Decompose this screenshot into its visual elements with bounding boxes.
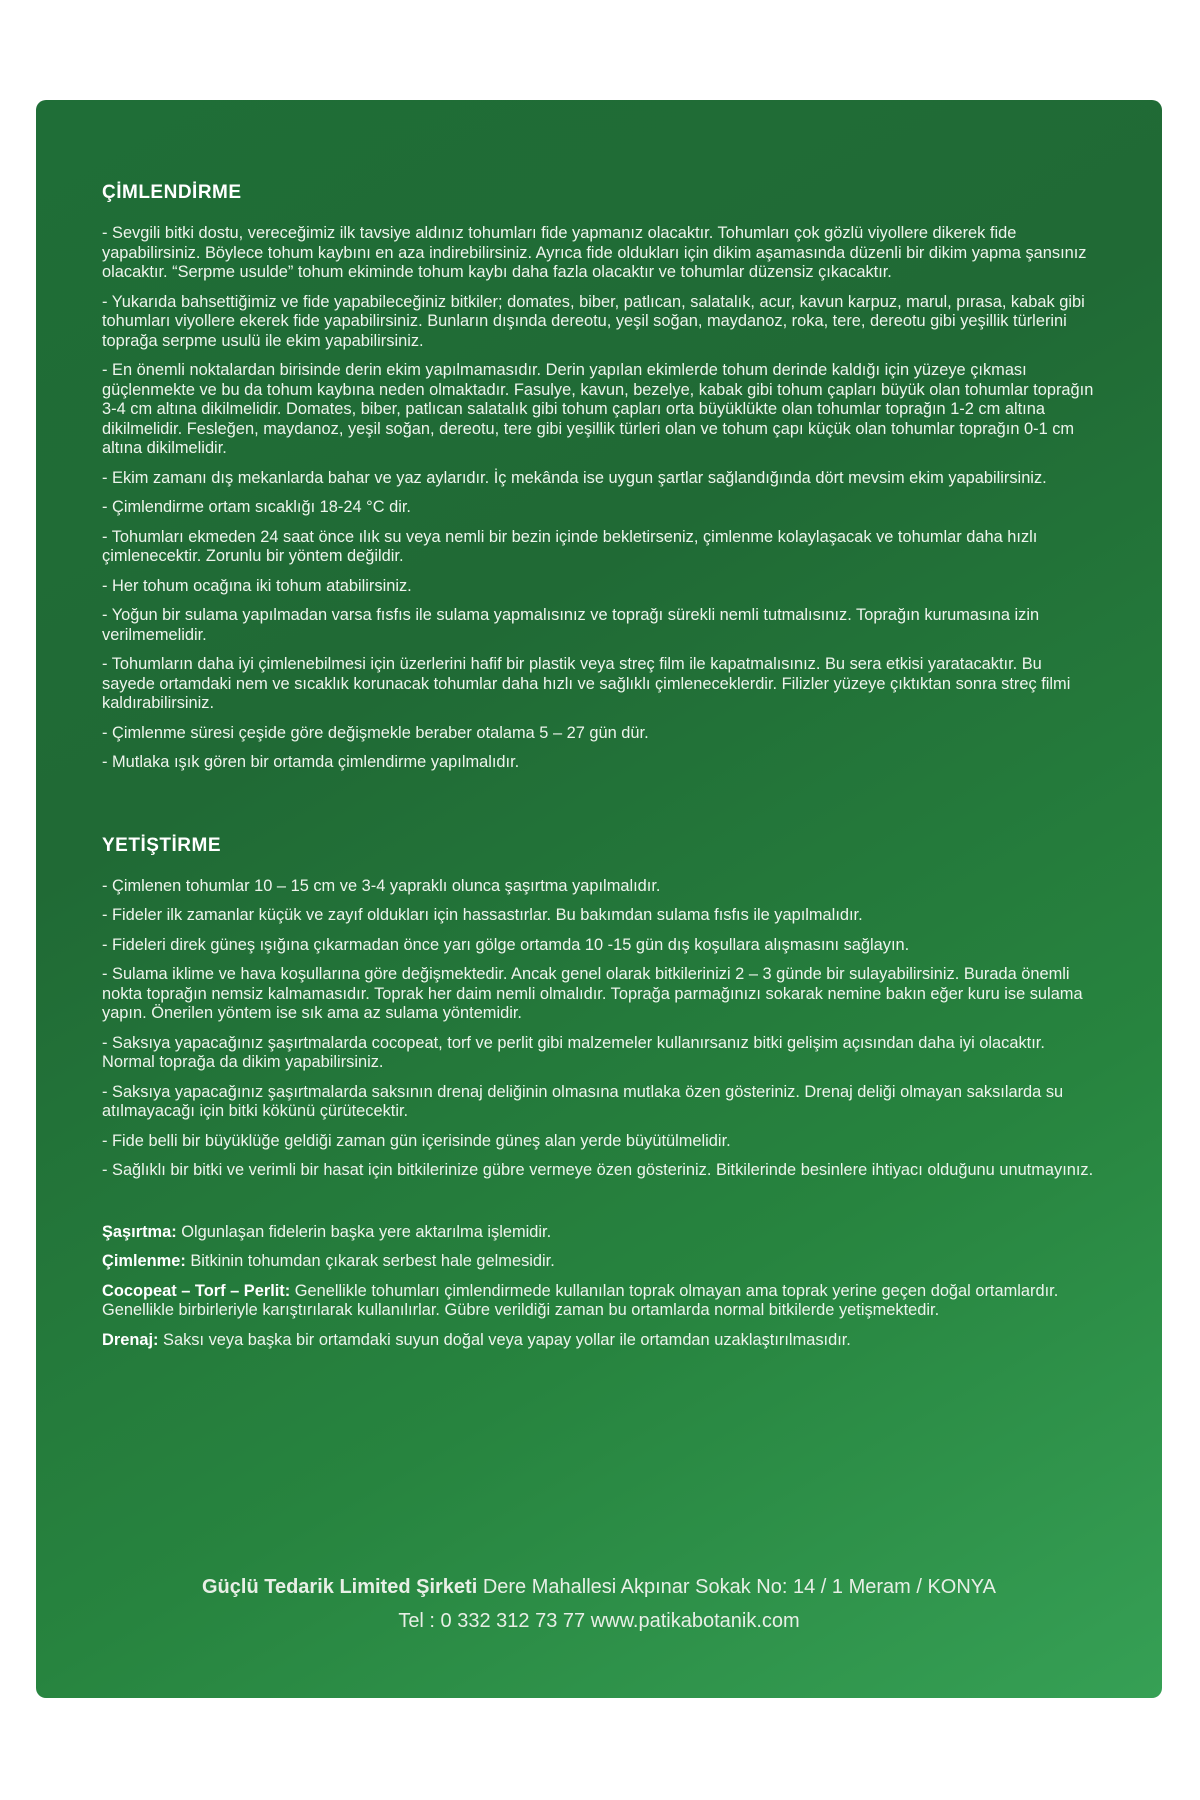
paragraph: - Yukarıda bahsettiğimiz ve fide yapabileceğiniz bitkiler; domates, biber, patlıcan, salatalık, acur, kavun karpuz, marul, pırasa, kabak gibi tohumları viyollere ekerek fide yapabilirsiniz. Bunların dışında dereotu, yeşil soğan, maydanoz, roka, tere, dereotu gibi yeşillik türlerini toprağa serpme usulü ile ekim yapabilirsiniz. [102,292,1085,350]
paragraph: - Fideleri direk güneş ışığına çıkarmadan önce yarı gölge ortamda 10 -15 gün dış koşullara alışmasını sağlayın. [102,935,910,954]
paragraph: - Ekim zamanı dış mekanlarda bahar ve yaz aylarıdır. İç mekânda ise uygun şartlar sağlandığında dört mevsim ekim yapabilirsiniz. [102,468,1047,487]
paragraph: - Fide belli bir büyüklüğe geldiği zaman gün içerisinde güneş alan yerde büyütülmelidir. [102,1131,731,1150]
glossary-term: Şaşırtma: [102,1222,177,1241]
section-title: ÇİMLENDİRME [102,182,242,203]
paragraph: - Saksıya yapacağınız şaşırtmalarda saksının drenaj deliğinin olmasına mutlaka özen gösteriniz. Drenaj deliği olmayan saksılarda su atılmayacağı için bitki kökünü çürütecektir. [102,1082,1064,1120]
glossary-definition: Olgunlaşan fidelerin başka yere aktarılma işlemidir. [176,1222,552,1241]
paragraph: - Fideler ilk zamanlar küçük ve zayıf oldukları için hassastırlar. Bu bakımdan sulama fısfıs ile yapılmalıdır. [102,906,863,924]
glossary-term: Çimlenme: [102,1252,186,1270]
glossary-item [102,1252,1096,1272]
paragraph: - Tohumların daha iyi çimlenebilmesi için üzerlerini hafif bir plastik veya streç film ile kapatmalısınız. Bu sera etkisi yaratacaktır. Bu sayede ortamdaki nem ve sıcaklık korunacak tohumlar daha hızlı ve sağlıklı çimleneceklerdir. Filizler yüzeye çıktıktan sonra streç filmi kaldırabilirsiniz. [102,655,1071,712]
paragraph: - Mutlaka ışık gören bir ortamda çimlendirme yapılmalıdır. [102,753,520,771]
paragraph: - Sulama iklime ve hava koşullarına göre değişmektedir. Ancak genel olarak bitkilerinizi 2 – 3 günde bir sulayabilirsiniz. Burada önemli nokta toprağın nemsiz kalmamasıdır. Toprak her daim nemli olmalıdır. Toprağa parmağınızı sokarak nemine bakın eğer kuru ise sulama yapın. Önerilen yöntem ise sık ama az sulama yöntemidir. [102,965,1083,1022]
glossary-definition: Bitkinin tohumdan çıkarak serbest hale gelmesidir. [185,1252,555,1270]
company-name: Güçlü Tedarik Limited Şirketi [202,1576,478,1598]
glossary [102,1223,1096,1351]
paragraph: - En önemli noktalardan birisinde derin ekim yapılmamasıdır. Derin yapılan ekimlerde tohum derinde kaldığı için yüzeye çıkması güçlenmekte ve bu da tohum kaybına neden olmaktadır. Fasulye, kavun, bezelye, kabak gibi tohum çapları büyük olan tohumlar toprağın 3-4 cm altına dikilmelidir. Domates, biber, patlıcan salatalık gibi tohum çapları orta büyüklükte olan tohumlar toprağın 1-2 cm altına dikilmelidir. Fesleğen, maydanoz, yeşil soğan, dereotu, tere gibi yeşillik türleri olan ve tohum çapı küçük olan tohumlar toprağın 0-1 cm altına dikilmelidir. [102,361,1094,457]
website-link[interactable]: www.patikabotanik.com [590,1610,800,1632]
section-title: YETİŞTİRME [102,834,222,856]
paragraph: - Tohumları ekmeden 24 saat önce ılık su veya nemli bir bezin içinde bekletirseniz, çimlenme kolaylaşacak ve tohumlar daha hızlı çimlenecektir. Zorunlu bir yöntem değildir. [102,527,1038,565]
paragraph: - Her tohum ocağına iki tohum atabilirsiniz. [102,576,412,595]
paragraph: - Saksıya yapacağınız şaşırtmalarda cocopeat, torf ve perlit gibi malzemeler kullanırsanız bitki gelişim açısından daha iyi olacaktır. Normal toprağa da dikim yapabilirsiniz. [102,1033,1045,1071]
glossary-definition: Genellikle tohumları çimlendirmede kullanılan toprak olmayan ama toprak yerine geçen doğal ortamlardır. Genellikle birbirleriyle karıştırılarak kullanılırlar. Gübre verildiği zaman bu ortamlarda normal bitkilerde yetişmektedir. [102,1281,1059,1319]
section-cimlendirme [102,182,1096,773]
footer [36,1570,1162,1638]
paragraph: - Yoğun bir sulama yapılmadan varsa fısfıs ile sulama yapmalısınız ve toprağı sürekli nemli tutmalısınız. Toprağın kurumasına izin verilmemelidir. [102,606,1040,644]
spacer [102,783,1096,835]
glossary-item [102,1331,1096,1351]
info-card [36,100,1162,1698]
glossary-item [102,1223,1096,1243]
glossary-item [102,1282,1096,1321]
paragraph: - Sağlıklı bir bitki ve verimli bir hasat için bitkilerinize gübre vermeye özen gösteriniz. Bitkilerinde besinlere ihtiyacı olduğunu unutmayınız. [102,1161,1094,1179]
glossary-term: Cocopeat – Torf – Perlit: [102,1281,291,1300]
phone-number: Tel : 0 332 312 73 77 [398,1610,591,1632]
paragraph: - Çimlenme süresi çeşide göre değişmekle beraber otalama 5 – 27 gün dür. [102,723,649,742]
paragraph: - Çimlendirme ortam sıcaklığı 18-24 °C dir. [102,498,411,516]
footer-address-line [36,1570,1162,1604]
section-yetistirme [102,835,1096,1181]
glossary-term: Drenaj: [102,1330,159,1349]
company-address: Dere Mahallesi Akpınar Sokak No: 14 / 1 Meram / KONYA [477,1576,996,1598]
glossary-definition: Saksı veya başka bir ortamdaki suyun doğal veya yapay yollar ile ortamdan uzaklaştırılmasıdır. [158,1330,851,1349]
footer-contact-line [36,1604,1162,1638]
paragraph: - Çimlenen tohumlar 10 – 15 cm ve 3-4 yapraklı olunca şaşırtma yapılmalıdır. [102,876,661,895]
paragraph: - Sevgili bitki dostu, vereceğimiz ilk tavsiye aldınız tohumları fide yapmanız olacaktır. Tohumları çok gözlü viyollere dikerek fide yapabilirsiniz. Böylece tohum kaybını en aza indirebilirsiniz. Ayrıca fide oldukları için dikim aşamasında düzenli bir dikim yapma şansınız olacaktır. “Serpme usulde” tohum ekiminde tohum kaybı daha fazla olacaktır ve tohumlar düzensiz çıkacaktır. [102,224,1087,281]
